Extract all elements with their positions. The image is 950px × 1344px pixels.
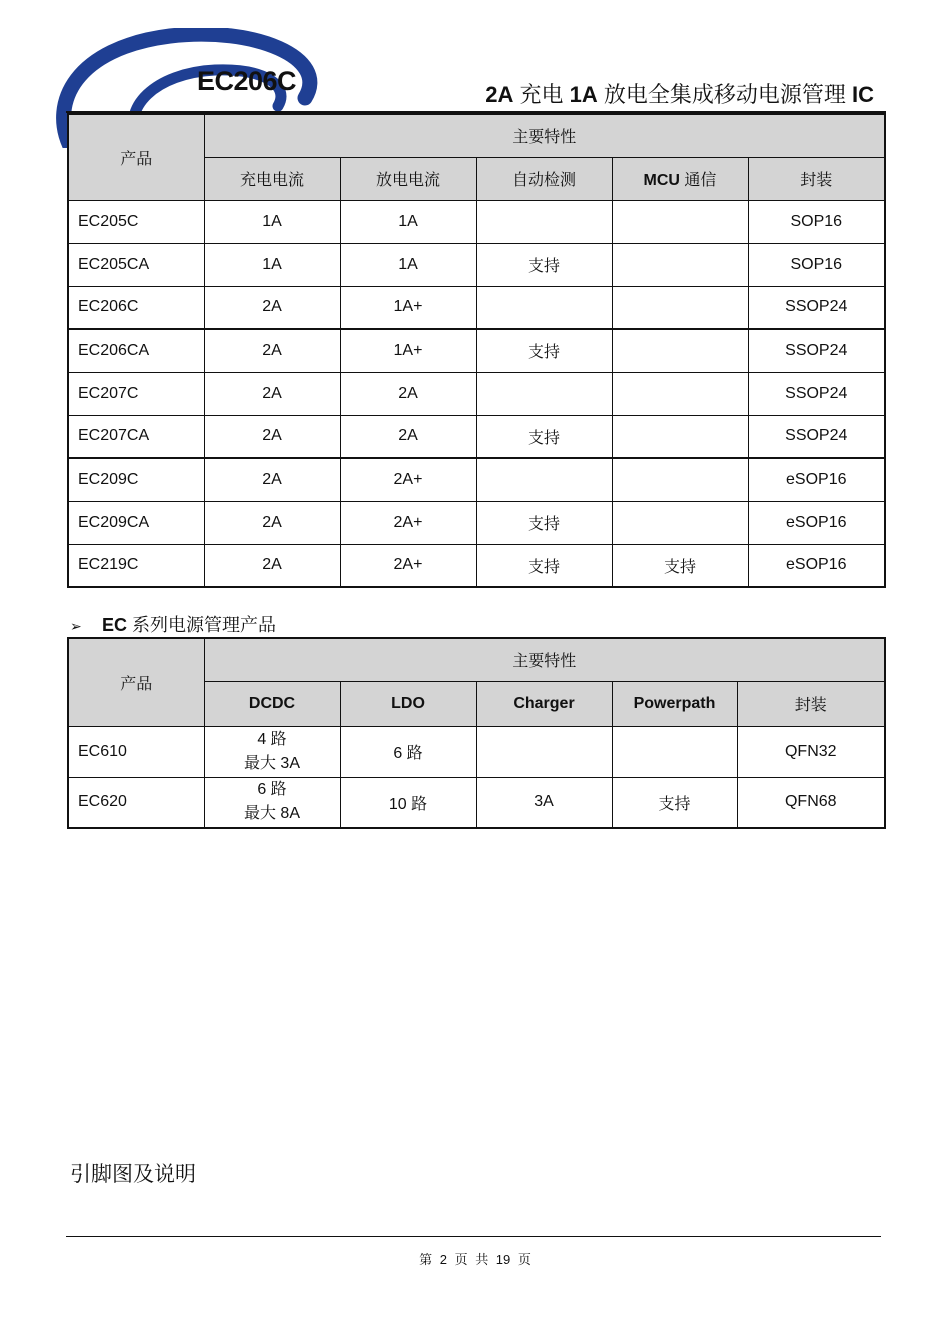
column-header: Powerpath xyxy=(612,681,737,726)
section-heading: 引脚图及说明 xyxy=(70,1163,196,1186)
table-cell xyxy=(612,726,737,777)
table-cell: 2A+ xyxy=(340,544,476,587)
table-cell: 1A+ xyxy=(340,286,476,329)
header-document-title xyxy=(485,78,874,109)
power-management-product-table xyxy=(67,637,886,829)
table-cell xyxy=(204,777,340,828)
table-cell: eSOP16 xyxy=(748,501,885,544)
table-cell: 1A xyxy=(340,200,476,243)
mcu-cjk-text: 通信 xyxy=(679,172,717,189)
arrow-bullet-icon: ➢ xyxy=(70,618,82,634)
table-cell: SSOP24 xyxy=(748,286,885,329)
table-cell: 10 路 xyxy=(340,777,476,828)
dcdc-line: 最大 3A xyxy=(243,754,301,772)
table-cell xyxy=(612,501,748,544)
column-header: 放电电流 xyxy=(340,157,476,200)
column-header: Charger xyxy=(476,681,612,726)
table-cell: 1A+ xyxy=(340,329,476,372)
column-header: LDO xyxy=(340,681,476,726)
table-cell: 2A xyxy=(340,415,476,458)
column-header: 封装 xyxy=(737,681,885,726)
table-cell: SOP16 xyxy=(748,200,885,243)
table-cell: 2A xyxy=(204,458,340,501)
table-cell: EC219C xyxy=(68,544,204,587)
table-cell xyxy=(476,372,612,415)
title-part: 2A xyxy=(485,82,514,107)
table-cell: 2A xyxy=(204,415,340,458)
table-cell: eSOP16 xyxy=(748,544,885,587)
footer-rule xyxy=(66,1236,881,1237)
bullet-text: 系列电源管理产品 xyxy=(127,615,277,635)
table-cell xyxy=(476,286,612,329)
header-model-number: EC206C xyxy=(197,66,297,96)
table-cell: QFN32 xyxy=(737,726,885,777)
table-cell xyxy=(612,286,748,329)
table-cell: 3A xyxy=(476,777,612,828)
table-cell xyxy=(204,726,340,777)
table-cell: EC205CA xyxy=(68,243,204,286)
table-cell: 2A xyxy=(340,372,476,415)
table-cell: EC209C xyxy=(68,458,204,501)
table-cell: QFN68 xyxy=(737,777,885,828)
table-cell: EC620 xyxy=(68,777,204,828)
table-cell: 支持 xyxy=(612,544,748,587)
main-features-header-cell: 主要特性 xyxy=(204,638,885,681)
dcdc-line: 最大 8A xyxy=(243,805,301,823)
table-cell: 支持 xyxy=(476,501,612,544)
column-header: 自动检测 xyxy=(476,157,612,200)
table-cell: 2A xyxy=(204,544,340,587)
table-cell: 1A xyxy=(204,243,340,286)
table-cell: EC209CA xyxy=(68,501,204,544)
table-cell xyxy=(612,243,748,286)
table-cell: eSOP16 xyxy=(748,458,885,501)
table-cell: EC206C xyxy=(68,286,204,329)
table-cell: EC610 xyxy=(68,726,204,777)
dcdc-line: 4 路 xyxy=(257,730,287,748)
table-cell: 1A xyxy=(204,200,340,243)
table-cell: 支持 xyxy=(476,329,612,372)
table-cell xyxy=(612,329,748,372)
table-cell xyxy=(612,200,748,243)
table-cell xyxy=(612,415,748,458)
product-header-cell: 产品 xyxy=(68,114,204,200)
title-part: IC xyxy=(852,82,874,107)
table-cell: 2A xyxy=(204,329,340,372)
column-header xyxy=(612,157,748,200)
table-cell: SSOP24 xyxy=(748,329,885,372)
table-cell: EC206CA xyxy=(68,329,204,372)
table-cell: 支持 xyxy=(612,777,737,828)
mcu-latin-text: MCU xyxy=(643,172,680,189)
table-cell: 2A+ xyxy=(340,458,476,501)
table-cell: 1A xyxy=(340,243,476,286)
title-part: 放电全集成移动电源管理 xyxy=(597,82,852,107)
column-header: 充电电流 xyxy=(204,157,340,200)
main-features-header-cell: 主要特性 xyxy=(204,114,885,157)
title-part: 1A xyxy=(569,82,598,107)
table-cell: 2A xyxy=(204,501,340,544)
table-cell: SSOP24 xyxy=(748,372,885,415)
table-cell: 2A xyxy=(204,372,340,415)
table-cell: 支持 xyxy=(476,544,612,587)
table-cell: 6 路 xyxy=(340,726,476,777)
column-header: 封装 xyxy=(748,157,885,200)
bullet-bold-text: EC xyxy=(102,615,128,635)
table-cell xyxy=(612,458,748,501)
table-cell: EC207CA xyxy=(68,415,204,458)
table-cell: 2A+ xyxy=(340,501,476,544)
table-cell: EC207C xyxy=(68,372,204,415)
table-cell xyxy=(476,200,612,243)
dcdc-line: 6 路 xyxy=(257,781,287,799)
table-cell: SOP16 xyxy=(748,243,885,286)
table-cell: EC205C xyxy=(68,200,204,243)
table-cell: 支持 xyxy=(476,243,612,286)
series-bullet-heading xyxy=(70,611,276,637)
title-part: 充电 xyxy=(513,82,570,107)
table-cell xyxy=(476,726,612,777)
page-number-footer: 第 2 页 共 19 页 xyxy=(419,1252,531,1267)
product-header-cell: 产品 xyxy=(68,638,204,726)
column-header: DCDC xyxy=(204,681,340,726)
table-cell xyxy=(476,458,612,501)
table-cell xyxy=(612,372,748,415)
charger-product-table xyxy=(67,113,886,588)
mcu-column-label xyxy=(644,172,717,189)
table-cell: 支持 xyxy=(476,415,612,458)
table-cell: 2A xyxy=(204,286,340,329)
table-cell: SSOP24 xyxy=(748,415,885,458)
